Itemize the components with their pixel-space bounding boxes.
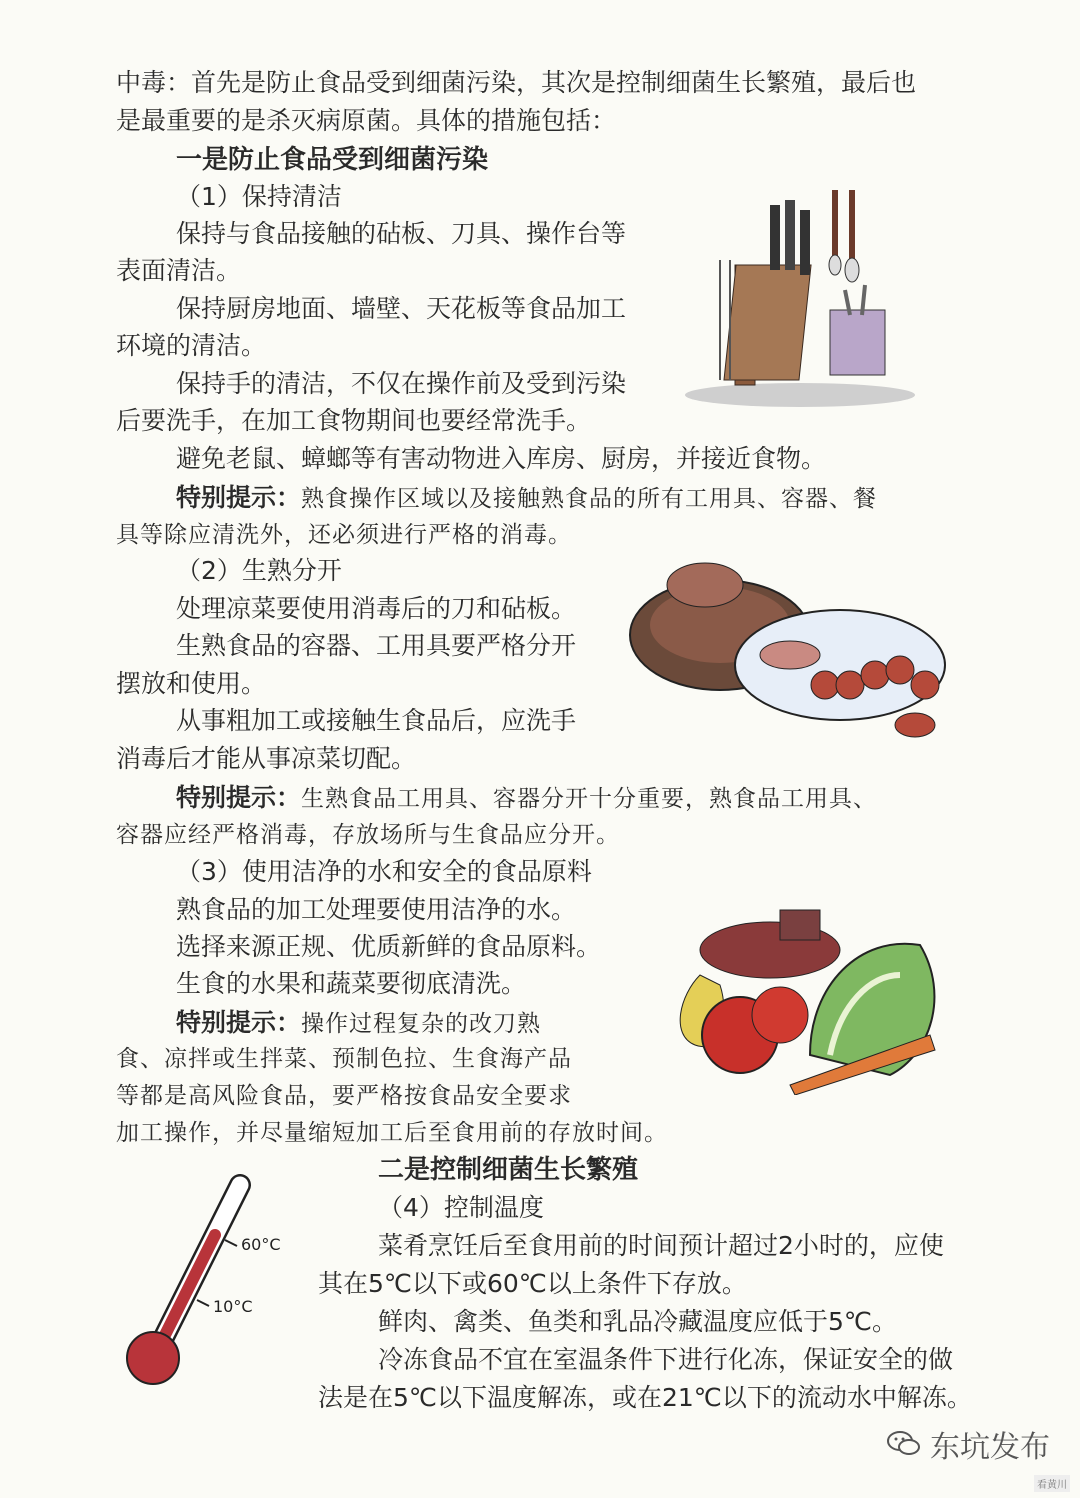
s2-p3-a: 从事粗加工或接触生食品后，应洗手 [176, 706, 577, 735]
s2-p3-b: 消毒后才能从事凉菜切配。 [116, 744, 417, 773]
s4-p1-a: 菜肴烹饪后至食用前的时间预计超过2小时的，应使 [378, 1231, 944, 1260]
kitchen-utensils-illustration [680, 180, 920, 420]
s1-p3-b: 后要洗手，在加工食物期间也要经常洗手。 [116, 406, 592, 435]
s1-tip-line-2: 具等除应清洗外，还必须进行严格的消毒。 [116, 522, 572, 548]
subsection-1-title: （1）保持清洁 [176, 182, 342, 211]
s3-tip-label: 特别提示： [176, 1008, 302, 1037]
s1-tip-line-1 [176, 481, 877, 516]
produce-illustration [660, 905, 950, 1095]
s1-tip-text-a: 熟食操作区域以及接触熟食品的所有工用具、容器、餐 [301, 486, 878, 512]
thermometer-illustration [115, 1170, 305, 1400]
s2-p1: 处理凉菜要使用消毒后的刀和砧板。 [176, 594, 577, 623]
s4-p3-b: 法是在5℃以下温度解冻，或在21℃以下的流动水中解冻。 [318, 1383, 972, 1412]
s3-tip-line-3: 等都是高风险食品，要严格按食品安全要求 [116, 1083, 572, 1109]
s3-tip-text-a: 操作过程复杂的改刀熟 [301, 1011, 542, 1037]
thermo-label-10: 10°C [213, 1297, 253, 1316]
s1-tip-label: 特别提示： [176, 483, 302, 512]
s1-p1-a: 保持与食品接触的砧板、刀具、操作台等 [176, 219, 627, 248]
s2-tip-line-1 [176, 781, 877, 816]
s1-p2-a: 保持厨房地面、墙壁、天花板等食品加工 [176, 294, 627, 323]
s3-p1: 熟食品的加工处理要使用洁净的水。 [176, 895, 577, 924]
s3-tip-line-1 [176, 1006, 541, 1041]
s2-p2-b: 摆放和使用。 [116, 669, 267, 698]
s4-p1-b: 其在5℃以下或60℃以上条件下存放。 [318, 1269, 747, 1298]
thermo-label-60: 60°C [241, 1235, 281, 1254]
s2-tip-label: 特别提示： [176, 783, 302, 812]
s2-tip-line-2: 容器应经严格消毒，存放场所与生食品应分开。 [116, 822, 620, 848]
s2-tip-text-a: 生熟食品工用具、容器分开十分重要，熟食品工用具、 [301, 786, 878, 812]
s4-p3-a: 冷冻食品不宜在室温条件下进行化冻，保证安全的做 [378, 1345, 954, 1374]
meat-plates-illustration [625, 545, 955, 755]
s2-p2-a: 生熟食品的容器、工用具要严格分开 [176, 631, 577, 660]
s1-p4: 避免老鼠、蟑螂等有害动物进入库房、厨房，并接近食物。 [176, 444, 827, 473]
wechat-icon [886, 1429, 922, 1459]
s1-p3-a: 保持手的清洁，不仅在操作前及受到污染 [176, 369, 627, 398]
section-2-title: 二是控制细菌生长繁殖 [378, 1155, 639, 1185]
watermark [886, 1422, 1050, 1466]
section-1-title: 一是防止食品受到细菌污染 [176, 145, 489, 175]
s4-p2: 鲜肉、禽类、鱼类和乳品冷藏温度应低于5℃。 [378, 1307, 897, 1336]
s1-p2-b: 环境的清洁。 [116, 331, 267, 360]
subsection-3-title: （3）使用洁净的水和安全的食品原料 [176, 857, 592, 886]
s3-p2: 选择来源正规、优质新鲜的食品原料。 [176, 932, 602, 961]
s3-tip-line-2: 食、凉拌或生拌菜、预制色拉、生食海产品 [116, 1046, 572, 1072]
s1-p1-b: 表面清洁。 [116, 256, 242, 285]
subsection-4-title: （4）控制温度 [378, 1193, 544, 1222]
watermark-small: 看黄川 [1034, 1475, 1070, 1492]
s3-p3: 生食的水果和蔬菜要彻底清洗。 [176, 969, 527, 998]
intro-line-1: 中毒：首先是防止食品受到细菌污染，其次是控制细菌生长繁殖，最后也 [116, 68, 917, 97]
subsection-2-title: （2）生熟分开 [176, 556, 342, 585]
watermark-text: 东坑发布 [930, 1430, 1050, 1465]
intro-line-2: 是最重要的是杀灭病原菌。具体的措施包括： [116, 106, 617, 135]
s3-tip-line-4: 加工操作，并尽量缩短加工后至食用前的存放时间。 [116, 1120, 668, 1146]
